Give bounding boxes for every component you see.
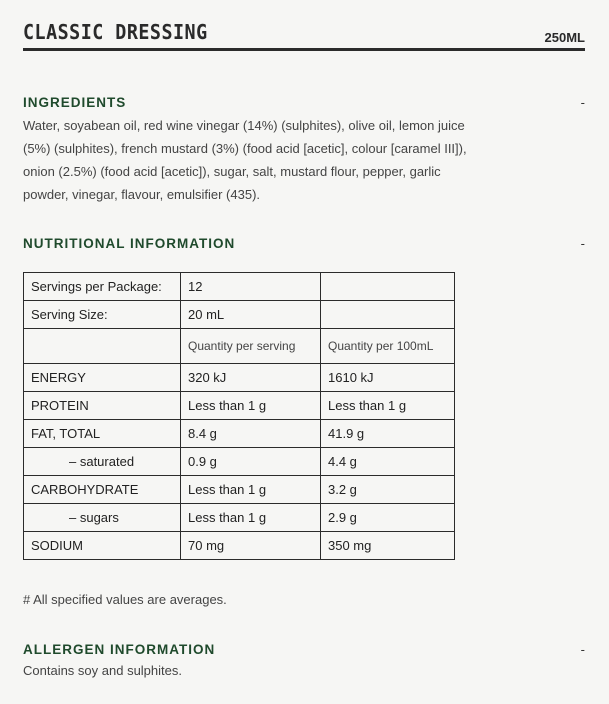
empty-cell: [321, 301, 455, 329]
table-column-header-row: [24, 329, 455, 364]
product-title: CLASSIC DRESSING: [23, 20, 208, 44]
nutrition-heading: NUTRITIONAL INFORMATION: [23, 235, 236, 251]
ingredients-header[interactable]: [23, 93, 585, 111]
table-row: [24, 301, 455, 329]
per-100ml-value: 1610 kJ: [321, 364, 455, 392]
allergen-header[interactable]: [23, 640, 585, 658]
per-serving-value: 8.4 g: [181, 420, 321, 448]
table-row: [24, 448, 455, 476]
ingredients-line: Water, soyabean oil, red wine vinegar (14%) (sulphites), olive oil, lemon juice: [23, 118, 465, 133]
servings-label: Servings per Package:: [24, 273, 181, 301]
per-100ml-value: Less than 1 g: [321, 392, 455, 420]
serving-size-label: Serving Size:: [24, 301, 181, 329]
allergen-collapse-toggle[interactable]: -: [580, 641, 585, 657]
per-serving-value: Less than 1 g: [181, 392, 321, 420]
nutrition-table: [23, 272, 455, 560]
per-serving-value: Less than 1 g: [181, 476, 321, 504]
ingredients-line: onion (2.5%) (food acid [acetic]), sugar, salt, mustard flour, pepper, garlic: [23, 164, 441, 179]
ingredients-collapse-toggle[interactable]: -: [580, 94, 585, 110]
nutrient-label: PROTEIN: [24, 392, 181, 420]
allergen-heading: ALLERGEN INFORMATION: [23, 641, 216, 657]
averages-footnote: # All specified values are averages.: [23, 592, 227, 607]
ingredients-line: powder, vinegar, flavour, emulsifier (435).: [23, 187, 261, 202]
empty-cell: [24, 329, 181, 364]
per-100ml-value: 3.2 g: [321, 476, 455, 504]
nutrient-label: SODIUM: [24, 532, 181, 560]
nutrition-collapse-toggle[interactable]: -: [580, 235, 585, 251]
col-header-per-serving: Quantity per serving: [181, 329, 321, 364]
table-row: [24, 392, 455, 420]
table-row: [24, 364, 455, 392]
nutrient-label: FAT, TOTAL: [24, 420, 181, 448]
ingredients-line: (5%) (sulphites), french mustard (3%) (food acid [acetic], colour [caramel III]),: [23, 141, 467, 156]
per-100ml-value: 41.9 g: [321, 420, 455, 448]
per-100ml-value: 4.4 g: [321, 448, 455, 476]
product-header: [23, 18, 585, 51]
per-serving-value: Less than 1 g: [181, 504, 321, 532]
nutrient-label: – saturated: [24, 448, 181, 476]
allergen-text: Contains soy and sulphites.: [23, 663, 182, 678]
nutrient-label: CARBOHYDRATE: [24, 476, 181, 504]
serving-size-value: 20 mL: [181, 301, 321, 329]
table-row: [24, 420, 455, 448]
ingredients-text: [23, 114, 523, 206]
nutrition-header[interactable]: [23, 234, 585, 252]
nutrient-label: – sugars: [24, 504, 181, 532]
table-row: [24, 273, 455, 301]
table-row: [24, 504, 455, 532]
per-100ml-value: 2.9 g: [321, 504, 455, 532]
ingredients-heading: INGREDIENTS: [23, 94, 127, 110]
col-header-per-100ml: Quantity per 100mL: [321, 329, 455, 364]
product-size: 250ML: [544, 30, 585, 45]
per-serving-value: 70 mg: [181, 532, 321, 560]
table-row: [24, 476, 455, 504]
empty-cell: [321, 273, 455, 301]
servings-value: 12: [181, 273, 321, 301]
nutrient-label: ENERGY: [24, 364, 181, 392]
per-serving-value: 0.9 g: [181, 448, 321, 476]
table-row: [24, 532, 455, 560]
per-serving-value: 320 kJ: [181, 364, 321, 392]
per-100ml-value: 350 mg: [321, 532, 455, 560]
